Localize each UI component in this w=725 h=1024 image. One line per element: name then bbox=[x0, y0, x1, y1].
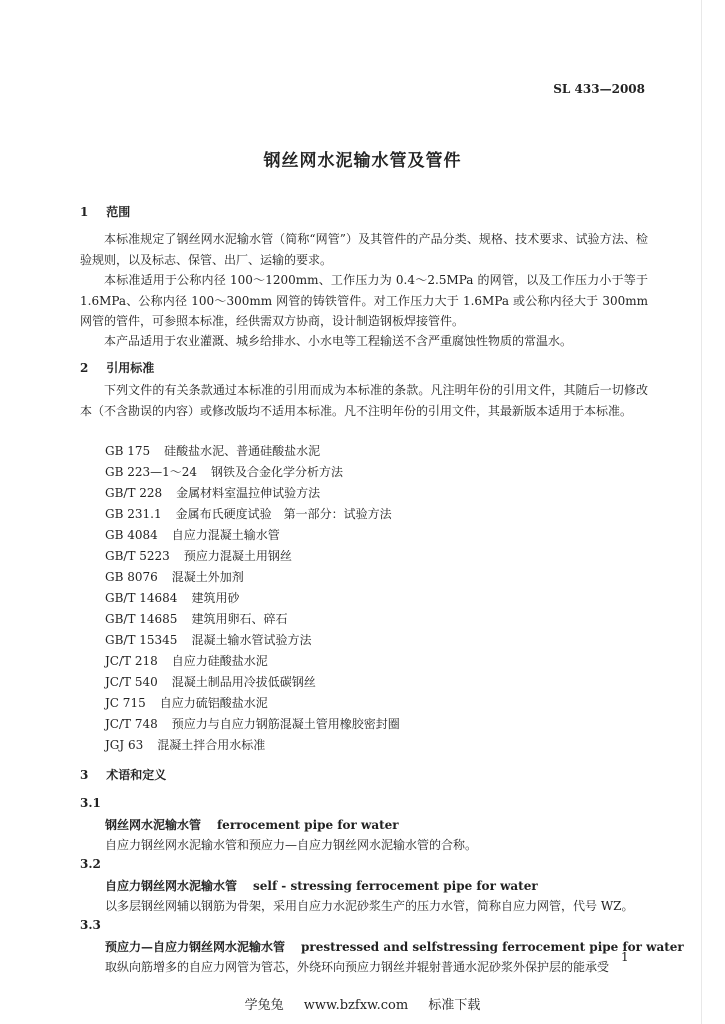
reference-code: GB 231.1 bbox=[105, 507, 162, 521]
reference-name: 混凝土制品用冷拔低碳钢丝 bbox=[171, 675, 316, 689]
reference-item bbox=[105, 736, 265, 753]
scope-paragraph: 本标准规定了钢丝网水泥输水管（简称“网管”）及其管件的产品分类、规格、技术要求、试验方法、检验规则，以及标志、保管、出厂、运输的要求。 bbox=[80, 232, 648, 267]
reference-code: GB/T 14685 bbox=[105, 612, 178, 626]
reference-name: 建筑用卵石、碎石 bbox=[191, 612, 288, 626]
reference-item bbox=[105, 673, 316, 690]
reference-code: JC/T 540 bbox=[105, 675, 158, 689]
reference-item bbox=[105, 568, 244, 585]
scope-paragraph: 本产品适用于农业灌溉、城乡给排水、小水电等工程输送不含严重腐蚀性物质的常温水。 bbox=[104, 334, 573, 348]
reference-name: 建筑用砂 bbox=[191, 591, 240, 605]
section-heading-scope bbox=[80, 203, 130, 220]
reference-name: 钢铁及合金化学分析方法 bbox=[211, 465, 344, 479]
reference-item bbox=[105, 610, 287, 627]
reference-name: 自应力硫铝酸盐水泥 bbox=[159, 696, 268, 710]
footer-tagline: 标准下载 bbox=[428, 998, 481, 1013]
term-cn: 自应力钢丝网水泥输水管 bbox=[105, 879, 238, 893]
footer-watermark bbox=[0, 994, 725, 1013]
section-number: 3 bbox=[80, 768, 89, 782]
term-heading bbox=[105, 938, 684, 955]
reference-code: GB/T 14684 bbox=[105, 591, 178, 605]
scope-paragraph: 本标准适用于公称内径 100～1200mm、工作压力为 0.4～2.5MPa 的网管，以及工作压力小于等于 1.6MPa、公称内径 100～300mm 网管的铸铁管件。对工作压力大于 1.6MPa 或公称内径大于 300mm 网管的管件，可参照本标准，经供需双方协商，设计制造钢板焊接管件。 bbox=[80, 273, 648, 328]
reference-code: GB/T 5223 bbox=[105, 549, 170, 563]
references-intro: 下列文件的有关条款通过本标准的引用而成为本标准的条款。凡注明年份的引用文件，其随后一切修改本（不含勘误的内容）或修改版均不适用本标准。凡不注明年份的引用文件，其最新版本适用于本标准。 bbox=[80, 383, 648, 418]
footer-url[interactable]: www.bzfxw.com bbox=[303, 998, 409, 1013]
term-heading bbox=[105, 877, 538, 894]
reference-name: 混凝土输水管试验方法 bbox=[191, 633, 312, 647]
reference-name: 混凝土外加剂 bbox=[171, 570, 244, 584]
term-cn: 预应力—自应力钢丝网水泥输水管 bbox=[105, 940, 286, 954]
term-cn: 钢丝网水泥输水管 bbox=[105, 818, 202, 832]
reference-code: JC 715 bbox=[105, 696, 146, 710]
page-number: 1 bbox=[621, 950, 629, 964]
reference-name: 自应力硅酸盐水泥 bbox=[171, 654, 268, 668]
reference-item bbox=[105, 547, 292, 564]
reference-name: 金属材料室温拉伸试验方法 bbox=[176, 486, 321, 500]
reference-code: GB/T 15345 bbox=[105, 633, 178, 647]
section-title: 术语和定义 bbox=[106, 768, 167, 782]
reference-name: 金属布氏硬度试验 第一部分：试验方法 bbox=[175, 507, 392, 521]
reference-name: 预应力混凝土用钢丝 bbox=[183, 549, 292, 563]
reference-item bbox=[105, 505, 392, 522]
clause-number: 3.1 bbox=[80, 796, 101, 810]
reference-code: JC/T 748 bbox=[105, 717, 158, 731]
section-heading-terms bbox=[80, 766, 166, 783]
reference-code: GB/T 228 bbox=[105, 486, 163, 500]
section-number: 2 bbox=[80, 361, 89, 375]
reference-name: 自应力混凝土输水管 bbox=[171, 528, 280, 542]
reference-item bbox=[105, 715, 400, 732]
term-en: self - stressing ferrocement pipe for water bbox=[253, 879, 538, 893]
page-title: 钢丝网水泥输水管及管件 bbox=[263, 151, 462, 171]
reference-code: GB 4084 bbox=[105, 528, 158, 542]
reference-item bbox=[105, 526, 280, 543]
reference-code: GB 8076 bbox=[105, 570, 158, 584]
term-definition: 以多层钢丝网辅以钢筋为骨架，采用自应力水泥砂浆生产的压力水管，简称自应力网管，代号 WZ。 bbox=[105, 899, 634, 913]
section-heading-references bbox=[80, 359, 154, 376]
reference-name: 混凝土拌合用水标准 bbox=[157, 738, 266, 752]
reference-item bbox=[105, 631, 311, 648]
reference-code: GB 223—1～24 bbox=[105, 465, 198, 479]
reference-item bbox=[105, 442, 320, 459]
reference-name: 硅酸盐水泥、普通硅酸盐水泥 bbox=[164, 444, 321, 458]
clause-number: 3.3 bbox=[80, 918, 101, 932]
term-en: ferrocement pipe for water bbox=[217, 818, 399, 832]
reference-item bbox=[105, 463, 343, 480]
reference-code: JGJ 63 bbox=[105, 738, 144, 752]
reference-code: GB 175 bbox=[105, 444, 151, 458]
reference-item bbox=[105, 652, 268, 669]
term-en: prestressed and selfstressing ferrocement pipe for water bbox=[301, 940, 684, 954]
reference-code: JC/T 218 bbox=[105, 654, 158, 668]
clause-number: 3.2 bbox=[80, 857, 101, 871]
term-heading bbox=[105, 816, 399, 833]
section-title: 范围 bbox=[106, 205, 131, 219]
reference-item bbox=[105, 694, 268, 711]
term-definition: 自应力钢丝网水泥输水管和预应力—自应力钢丝网水泥输水管的合称。 bbox=[105, 838, 478, 852]
reference-item bbox=[105, 484, 320, 501]
reference-name: 预应力与自应力钢筋混凝土管用橡胶密封圈 bbox=[171, 717, 400, 731]
section-number: 1 bbox=[80, 205, 89, 219]
standard-number: SL 433—2008 bbox=[553, 82, 645, 96]
term-definition: 取纵向筋增多的自应力网管为管芯，外绕环向预应力钢丝并辊射普通水泥砂浆外保护层的能承受 bbox=[105, 960, 610, 974]
footer-site-name: 学兔兔 bbox=[244, 998, 284, 1013]
section-title: 引用标准 bbox=[106, 361, 155, 375]
reference-item bbox=[105, 589, 239, 606]
